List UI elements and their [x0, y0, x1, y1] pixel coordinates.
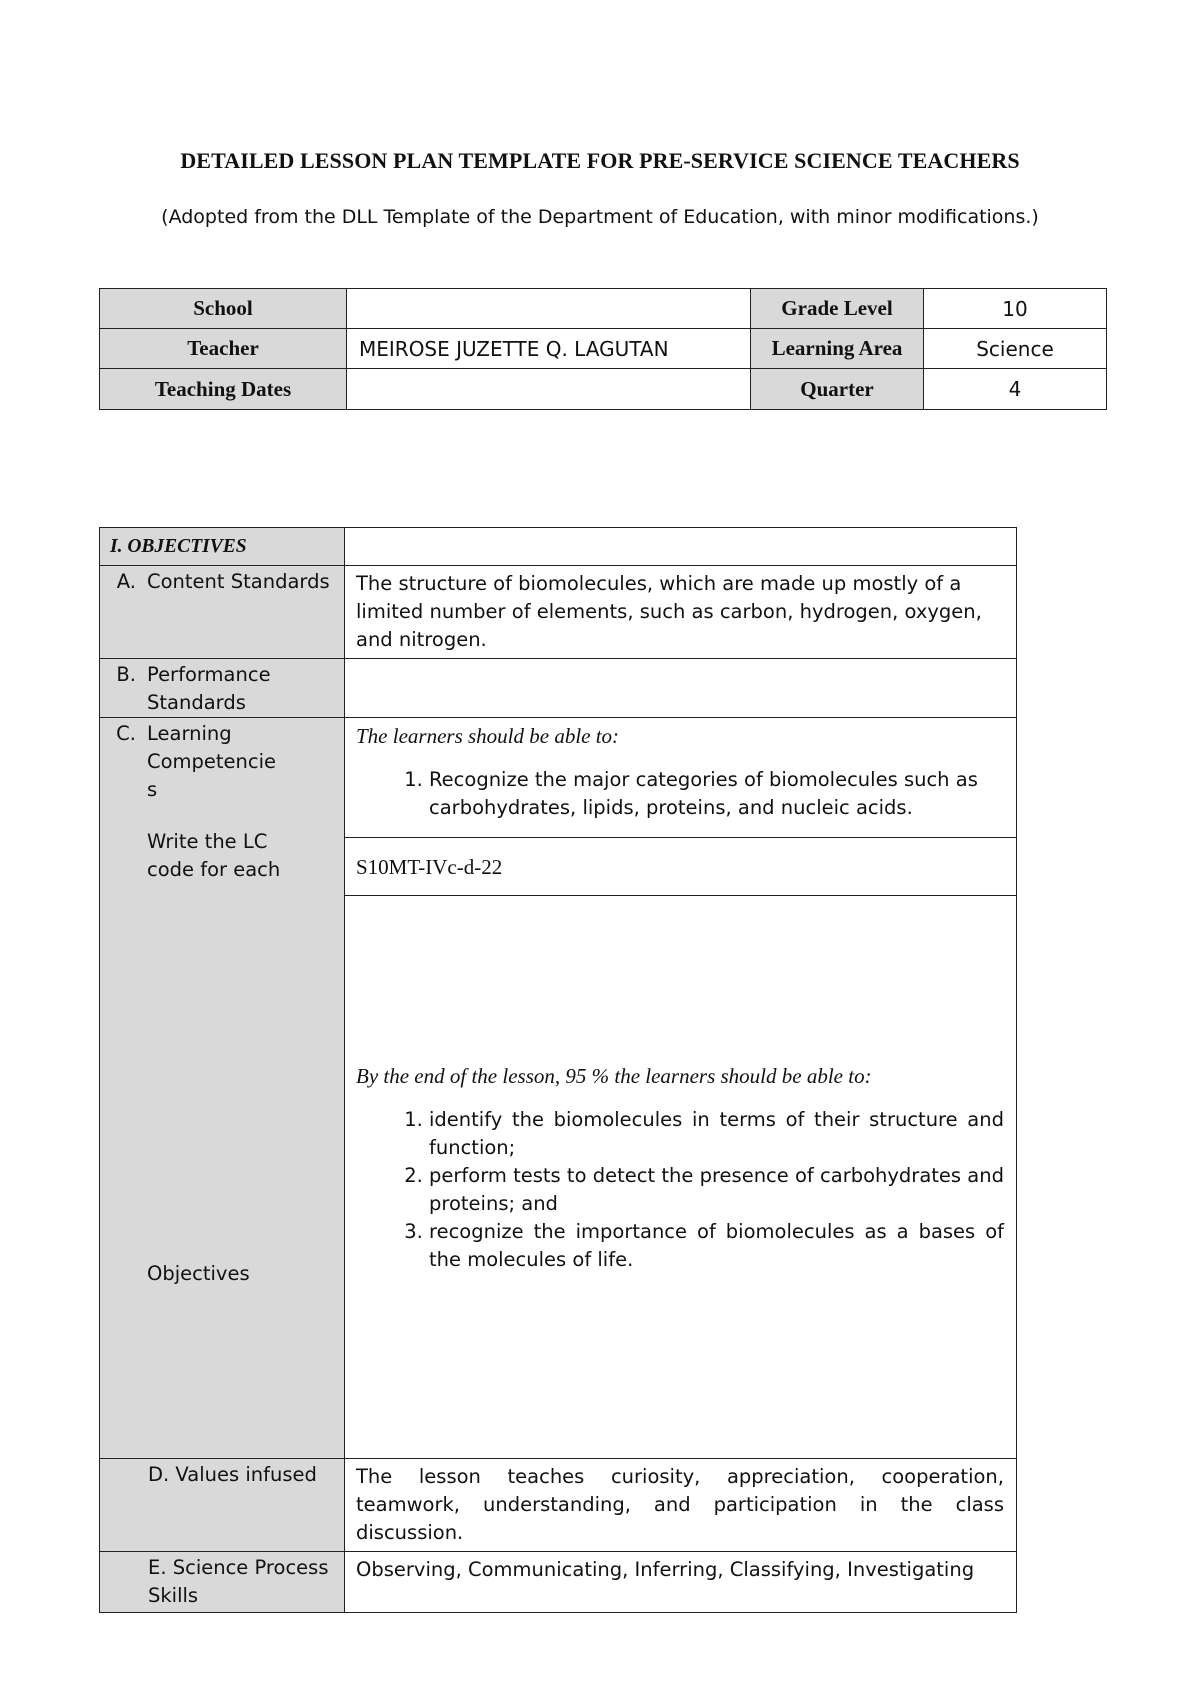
learning-competencies-letter: C.: [116, 722, 136, 745]
values-infused-label: D. Values infused: [100, 1459, 345, 1552]
performance-standards-cell: [100, 659, 345, 718]
objectives-value: [345, 896, 1017, 1459]
lc-intro: The learners should be able to:: [356, 724, 620, 748]
content-standards-label: Content Standards: [147, 570, 330, 593]
performance-standards-label: Performance Standards: [147, 663, 271, 714]
content-standards-cell: [100, 566, 345, 659]
objective-item: 3. recognize the importance of biomolecules as a bases of the molecules of life.: [429, 1218, 1004, 1274]
lc-code-instruction: Write the LC code for each: [147, 830, 281, 881]
performance-standards-letter: B.: [116, 663, 136, 686]
lc-list: [356, 766, 1004, 822]
quarter-value: 4: [924, 369, 1107, 410]
school-label: School: [100, 289, 347, 329]
objectives-table: [99, 527, 1017, 1613]
lc-item: 1. Recognize the major categories of biomolecules such as carbohydrates, lipids, proteins, and nucleic acids.: [429, 766, 1004, 822]
objectives-heading-blank: [345, 528, 1017, 566]
grade-level-value: 10: [924, 289, 1107, 329]
learning-competencies-value: [345, 718, 1017, 838]
lc-code-value: S10MT-IVc-d-22: [345, 838, 1017, 896]
objectives-intro: By the end of the lesson, 95 % the learners should be able to:: [356, 1064, 872, 1088]
learning-area-value: Science: [924, 329, 1107, 369]
learning-competencies-label: Learning Competencie s: [147, 722, 277, 801]
grade-level-label: Grade Level: [751, 289, 924, 329]
objective-item: 1. identify the biomolecules in terms of their structure and function;: [429, 1106, 1004, 1162]
objective-item: 2. perform tests to detect the presence of carbohydrates and proteins; and: [429, 1162, 1004, 1218]
school-value: [347, 289, 751, 329]
learning-competencies-cell: [100, 718, 345, 1459]
content-standards-letter: A.: [116, 570, 136, 593]
document-title: DETAILED LESSON PLAN TEMPLATE FOR PRE-SERVICE SCIENCE TEACHERS: [180, 148, 1020, 173]
objectives-heading: I. OBJECTIVES: [100, 528, 345, 566]
objectives-label: Objectives: [147, 1262, 250, 1285]
teacher-value: MEIROSE JUZETTE Q. LAGUTAN: [347, 329, 751, 369]
performance-standards-value: [345, 659, 1017, 718]
content-standards-value: The structure of biomolecules, which are made up mostly of a limited number of elements, such as carbon, hydrogen, oxygen, and nitrogen.: [345, 566, 1017, 659]
document-subtitle: (Adopted from the DLL Template of the Department of Education, with minor modifications.): [161, 206, 1039, 228]
process-skills-value: Observing, Communicating, Inferring, Classifying, Investigating: [345, 1552, 1017, 1613]
teaching-dates-value: [347, 369, 751, 410]
values-infused-value: The lesson teaches curiosity, appreciation, cooperation, teamwork, understanding, and participation in the class discussion.: [345, 1459, 1017, 1552]
teaching-dates-label: Teaching Dates: [100, 369, 347, 410]
objectives-list: [356, 1106, 1004, 1274]
teacher-label: Teacher: [100, 329, 347, 369]
lesson-info-table: [99, 288, 1107, 410]
process-skills-label: E. Science Process Skills: [100, 1552, 345, 1613]
learning-area-label: Learning Area: [751, 329, 924, 369]
quarter-label: Quarter: [751, 369, 924, 410]
